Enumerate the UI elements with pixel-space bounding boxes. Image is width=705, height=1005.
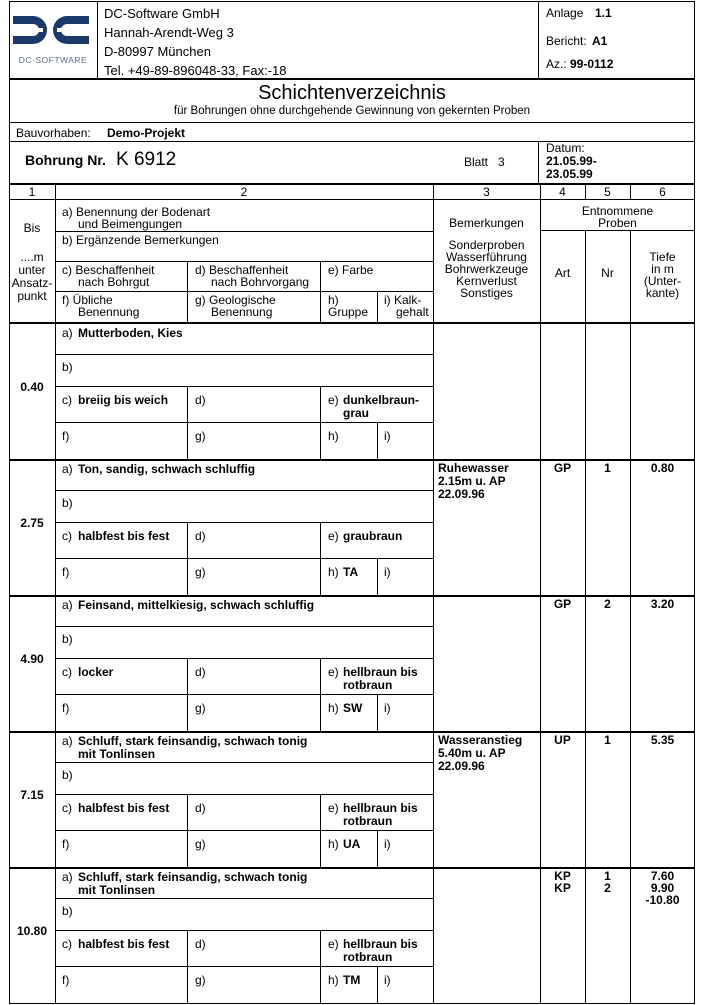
header-bis-punkt: punkt (17, 289, 47, 303)
sample-art: GP (553, 597, 572, 611)
header-b: b) Ergänzende Bemerkungen (62, 233, 219, 247)
field-c-prefix: c) (62, 393, 72, 407)
sample-depth: 7.60 (650, 869, 675, 883)
field-c-value: breiig bis weich (78, 393, 169, 407)
header-rem-2: Sonderproben (448, 238, 525, 252)
header-samples-2: Proben (598, 216, 637, 230)
field-a-prefix: a) (62, 598, 73, 612)
row-hi-vline (377, 422, 378, 459)
field-i-prefix: i) (384, 973, 391, 987)
header-rem-4: Bohrwerkzeuge (444, 262, 529, 276)
company-phone: Tel. +49-89-896048-33, Fax:-18 (104, 63, 287, 78)
field-h-value: SW (343, 701, 363, 715)
field-b-prefix: b) (62, 632, 73, 646)
field-a-prefix: a) (62, 734, 73, 748)
field-h-value: TA (343, 565, 359, 579)
col-num-2: 2 (240, 185, 248, 199)
field-i-prefix: i) (384, 837, 391, 851)
sample-nr: 1 (604, 461, 611, 475)
field-h-value: UA (343, 837, 361, 851)
project-divider (9, 141, 695, 142)
col-num-1: 1 (28, 185, 36, 199)
header-rem-3: Wasserführung (446, 250, 527, 264)
boring-number: K 6912 (116, 149, 177, 170)
anlage-label: Anlage (546, 6, 584, 20)
header-divider (9, 78, 695, 80)
row-ab-line (55, 490, 433, 491)
sample-nr: 1 (604, 869, 611, 883)
header-g1: g) Geologische (195, 293, 276, 307)
row-bottom-line (9, 867, 695, 869)
header-f1: f) Übliche (62, 293, 113, 307)
sample-depth-3: -10.80 (645, 893, 680, 907)
meta-divider (538, 1, 539, 79)
header-a1: a) Benennung der Bodenart (62, 205, 211, 219)
field-a-value-2: mit Tonlinsen (78, 883, 156, 897)
field-e-value: hellbraun bis (343, 665, 418, 679)
row-hi-vline (377, 966, 378, 1003)
row-ab-line (55, 898, 433, 899)
boring-divider (9, 183, 695, 185)
field-b-prefix: b) (62, 496, 73, 510)
field-a-value-2: mit Tonlinsen (78, 747, 156, 761)
field-g-prefix: g) (195, 837, 206, 851)
header-e: e) Farbe (328, 263, 374, 277)
row-ab-line (55, 626, 433, 627)
field-c-value: locker (78, 665, 114, 679)
field-c-prefix: c) (62, 801, 72, 815)
field-b-prefix: b) (62, 904, 73, 918)
field-e-prefix: e) (328, 393, 339, 407)
remark-line-1: Wasseranstieg (438, 733, 523, 747)
header-bottom-line (9, 322, 695, 324)
field-d-prefix: d) (195, 665, 206, 679)
field-c-prefix: c) (62, 665, 72, 679)
field-c-value: halbfest bis fest (78, 529, 170, 543)
project-value: Demo-Projekt (107, 126, 186, 140)
datum-divider (538, 141, 539, 183)
col-num-6: 6 (659, 185, 666, 199)
page-title: Schichtenverzeichnis (258, 82, 446, 104)
field-h-prefix: h) (328, 701, 339, 715)
field-e-value-2: rotbraun (343, 950, 393, 964)
logo-divider (97, 1, 98, 79)
field-a-value: Mutterboden, Kies (78, 326, 183, 340)
page-frame (9, 1, 695, 1004)
field-f-prefix: f) (62, 565, 70, 579)
field-e-prefix: e) (328, 529, 339, 543)
bericht-label: Bericht: (546, 34, 587, 48)
field-h-prefix: h) (328, 973, 339, 987)
sample-depth: 3.20 (650, 597, 675, 611)
sample-depth-2: 9.90 (650, 881, 675, 895)
header-f2: Benennung (78, 305, 140, 319)
field-f-prefix: f) (62, 701, 70, 715)
field-h-prefix: h) (328, 429, 339, 443)
field-e-prefix: e) (328, 937, 339, 951)
field-a-value: Schluff, stark feinsandig, schwach tonig (78, 734, 308, 748)
field-h-prefix: h) (328, 565, 339, 579)
remark-line-2: 2.15m u. AP (438, 474, 506, 488)
field-e-prefix: e) (328, 665, 339, 679)
header-bis-m: ....m (20, 250, 44, 264)
field-a-value: Ton, sandig, schwach schluffig (78, 462, 256, 476)
remark-line-3: 22.09.96 (438, 759, 485, 773)
header-samples-1: Entnommene (581, 204, 654, 218)
field-g-prefix: g) (195, 565, 206, 579)
row-bc-line (55, 794, 433, 795)
field-a-prefix: a) (62, 462, 73, 476)
field-c-prefix: c) (62, 937, 72, 951)
header-h1: h) (328, 293, 339, 307)
header-rem-1: Bemerkungen (449, 216, 524, 230)
header-c1: c) Beschaffenheit (62, 263, 155, 277)
col-num-4: 4 (559, 185, 566, 199)
field-f-prefix: f) (62, 973, 70, 987)
row-bottom-line (9, 459, 695, 461)
field-a-prefix: a) (62, 326, 73, 340)
header-tiefe-3: (Unter- (643, 274, 682, 288)
sample-art-2: KP (554, 881, 571, 895)
datum-to: 23.05.99 (546, 167, 593, 181)
field-f-prefix: f) (62, 429, 70, 443)
header-i2: gehalt (396, 305, 429, 319)
field-e-value-2: grau (343, 406, 370, 420)
field-d-prefix: d) (195, 937, 206, 951)
field-c-value: halbfest bis fest (78, 937, 170, 951)
datum-from: 21.05.99- (546, 154, 597, 168)
header-rem-5: Kernverlust (456, 274, 517, 288)
colnum-divider (9, 199, 695, 200)
field-e-value: dunkelbraun- (343, 393, 420, 407)
sample-nr-2: 2 (604, 881, 611, 895)
row-ab-line (55, 762, 433, 763)
field-d-prefix: d) (195, 529, 206, 543)
header-h2: Gruppe (328, 305, 369, 319)
header-bc-line (55, 261, 433, 262)
az-label: Az.: (546, 57, 567, 71)
header-tiefe-2: in m (651, 262, 674, 276)
field-d-prefix: d) (195, 801, 206, 815)
header-ab-line (55, 231, 433, 232)
remark-line-3: 22.09.96 (438, 487, 485, 501)
header-i1: i) Kalk- (384, 293, 422, 307)
header-tiefe-4: kante) (645, 286, 680, 300)
title-divider (9, 122, 695, 123)
field-a-value: Schluff, stark feinsandig, schwach tonig (78, 870, 308, 884)
sample-art: KP (554, 869, 571, 883)
field-e-value: hellbraun bis (343, 937, 418, 951)
blatt-value: 3 (498, 155, 505, 169)
layer-depth: 4.90 (20, 652, 44, 666)
field-b-prefix: b) (62, 360, 73, 374)
sample-art: UP (554, 733, 571, 747)
field-a-value: Feinsand, mittelkiesig, schwach schluffig (78, 598, 315, 612)
field-e-prefix: e) (328, 801, 339, 815)
row-bc-line (55, 658, 433, 659)
az-value: 99-0112 (570, 57, 614, 71)
field-e-value-2: rotbraun (343, 814, 393, 828)
sample-depth: 0.80 (650, 461, 675, 475)
field-f-prefix: f) (62, 837, 70, 851)
remark-line-1: Ruhewasser (438, 461, 509, 475)
sample-nr: 2 (604, 597, 611, 611)
field-h-value: TM (343, 973, 361, 987)
row-bc-line (55, 930, 433, 931)
row-bottom-line (9, 595, 695, 597)
blatt-label: Blatt (464, 155, 489, 169)
page-subtitle: für Bohrungen ohne durchgehende Gewinnung von gekernten Proben (173, 105, 531, 117)
company-city: D-80997 München (104, 44, 211, 59)
row-bc-line (55, 522, 433, 523)
layer-depth: 10.80 (16, 924, 48, 938)
header-g2: Benennung (211, 305, 273, 319)
anlage-value: 1.1 (595, 6, 612, 20)
field-e-value-2: rotbraun (343, 678, 393, 692)
field-h-prefix: h) (328, 837, 339, 851)
header-d2: nach Bohrvorgang (211, 275, 310, 289)
field-g-prefix: g) (195, 973, 206, 987)
header-a2: und Beimengungen (78, 217, 183, 231)
company-logo (11, 6, 95, 72)
header-bis-unter: unter (18, 263, 46, 277)
row-hi-vline (377, 694, 378, 731)
bericht-value: A1 (592, 34, 608, 48)
field-i-prefix: i) (384, 429, 391, 443)
field-i-prefix: i) (384, 701, 391, 715)
header-hi-vline (377, 291, 378, 322)
layer-depth: 0.40 (20, 380, 44, 394)
datum-label: Datum: (546, 141, 585, 155)
sample-art: GP (553, 461, 572, 475)
header-art: Art (554, 266, 571, 280)
col-num-3: 3 (483, 185, 490, 199)
company-street: Hannah-Arendt-Weg 3 (104, 25, 234, 40)
header-samples-line (540, 230, 695, 231)
field-b-prefix: b) (62, 768, 73, 782)
header-nr: Nr (601, 266, 614, 280)
row-ab-line (55, 354, 433, 355)
field-i-prefix: i) (384, 565, 391, 579)
field-a-prefix: a) (62, 870, 73, 884)
header-d1: d) Beschaffenheit (195, 263, 289, 277)
header-bis-ansatz: Ansatz- (11, 276, 53, 290)
layer-depth: 7.15 (20, 788, 44, 802)
field-c-prefix: c) (62, 529, 72, 543)
logo-text: DC·SOFTWARE (18, 55, 88, 65)
row-hi-vline (377, 558, 378, 595)
field-g-prefix: g) (195, 701, 206, 715)
header-tiefe-1: Tiefe (649, 250, 676, 264)
remark-line-2: 5.40m u. AP (438, 746, 506, 760)
project-label: Bauvorhaben: (16, 126, 91, 140)
boring-label: Bohrung Nr. (25, 152, 106, 168)
company-name: DC-Software GmbH (104, 6, 220, 21)
field-c-value: halbfest bis fest (78, 801, 170, 815)
col-line-1 (55, 183, 56, 1004)
field-e-value: hellbraun bis (343, 801, 418, 815)
header-rem-6: Sonstiges (460, 286, 513, 300)
field-g-prefix: g) (195, 429, 206, 443)
field-d-prefix: d) (195, 393, 206, 407)
col-line-2 (433, 183, 434, 1004)
sample-depth: 5.35 (650, 733, 675, 747)
header-c2: nach Bohrgut (78, 275, 150, 289)
col-num-5: 5 (604, 185, 611, 199)
row-bottom-line (9, 731, 695, 733)
field-e-value: graubraun (343, 529, 403, 543)
layer-depth: 2.75 (20, 516, 44, 530)
row-hi-vline (377, 830, 378, 867)
header-bis: Bis (23, 221, 41, 235)
row-bc-line (55, 386, 433, 387)
sample-nr: 1 (604, 733, 611, 747)
